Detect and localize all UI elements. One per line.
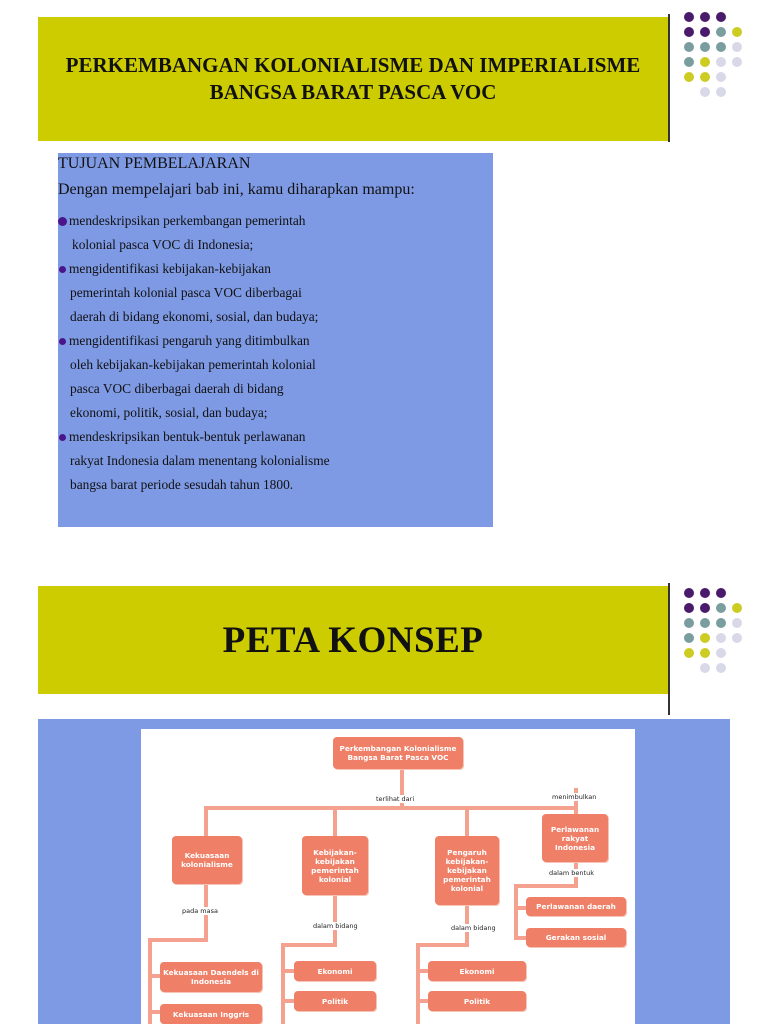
- node-economy-1: Ekonomi: [294, 961, 376, 981]
- slide-title-line-1: PERKEMBANGAN KOLONIALISME DAN IMPERIALISME: [65, 53, 641, 77]
- node-british: Kekuasaan Inggris: [160, 1004, 262, 1024]
- label-field-1: dalam bidang: [313, 922, 358, 930]
- title-banner: [38, 17, 668, 141]
- bullet-icon: [59, 266, 66, 273]
- list-item: daerah di bidang ekonomi, sosial, dan budaya;: [70, 309, 319, 324]
- node-politics-1: Politik: [294, 991, 376, 1011]
- label-in-form: dalam bentuk: [549, 869, 594, 877]
- divider-line: [668, 14, 670, 142]
- learning-objectives-panel: [58, 153, 493, 527]
- label-during: pada masa: [182, 907, 218, 915]
- list-item: pemerintah kolonial pasca VOC diberbagai: [70, 285, 302, 300]
- divider-line-2: [668, 583, 670, 715]
- label-causes: menimbulkan: [552, 793, 597, 801]
- bullet-icon: [58, 217, 67, 226]
- slide-title-line-2: BANGSA BARAT PASCA VOC: [209, 80, 497, 104]
- objectives-intro: Dengan mempelajari bab ini, kamu diharapkan mampu:: [58, 181, 415, 198]
- node-root: Perkembangan Kolonialisme Bangsa Barat Pasca VOC: [333, 737, 463, 769]
- list-item: pasca VOC diberbagai daerah di bidang: [70, 381, 284, 396]
- list-item: kolonial pasca VOC di Indonesia;: [72, 237, 254, 252]
- list-item: rakyat Indonesia dalam menentang kolonialisme: [70, 453, 330, 468]
- bullet-icon: [59, 338, 66, 345]
- slide-title: [66, 52, 641, 106]
- peta-konsep-title: PETA KONSEP: [222, 619, 484, 661]
- label-field-2: dalam bidang: [451, 924, 496, 932]
- list-item: bangsa barat periode sesudah tahun 1800.: [70, 477, 294, 492]
- list-item: mengidentifikasi pengaruh yang ditimbulkan: [58, 329, 488, 353]
- peta-konsep-banner: [38, 586, 668, 694]
- list-item: mendeskripsikan bentuk-bentuk perlawanan: [58, 425, 488, 449]
- objectives-heading: TUJUAN PEMBELAJARAN: [58, 155, 251, 172]
- label-seen-from: terlihat dari: [376, 795, 415, 803]
- list-item: oleh kebijakan-kebijakan pemerintah kolonial: [70, 357, 316, 372]
- node-influence: Pengaruh kebijakan-kebijakan pemerintah kolonial: [435, 836, 499, 905]
- node-resistance: Perlawanan rakyat Indonesia: [542, 814, 608, 862]
- node-power: Kekuasaan kolonialisme: [172, 836, 242, 884]
- node-economy-2: Ekonomi: [428, 961, 526, 981]
- node-politics-2: Politik: [428, 991, 526, 1011]
- bullet-icon: [59, 434, 66, 441]
- list-item: mendeskripsikan perkembangan pemerintah: [58, 209, 488, 233]
- node-policy: Kebijakan-kebijakan pemerintah kolonial: [302, 836, 368, 895]
- node-daendels: Kekuasaan Daendels di Indonesia: [160, 962, 262, 992]
- list-item: ekonomi, politik, sosial, dan budaya;: [70, 405, 268, 420]
- objectives-list: [58, 209, 488, 497]
- node-regional: Perlawanan daerah: [526, 897, 626, 916]
- list-item: mengidentifikasi kebijakan-kebijakan: [58, 257, 488, 281]
- node-social: Gerakan sosial: [526, 928, 626, 947]
